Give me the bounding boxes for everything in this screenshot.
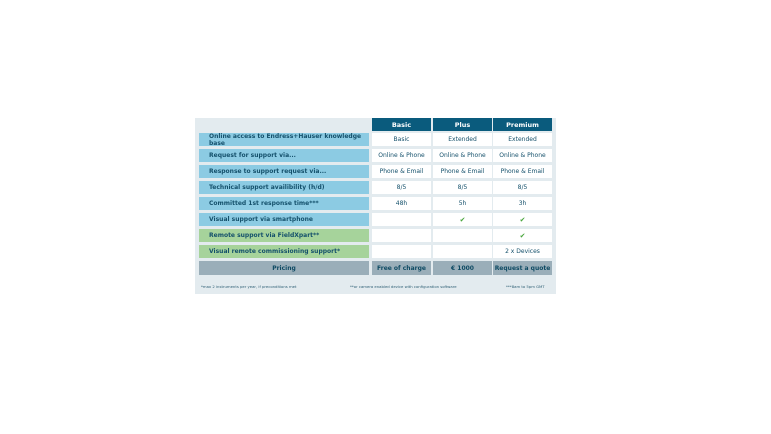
feature-value (433, 245, 492, 258)
feature-label: Committed 1st response time*** (199, 197, 369, 210)
feature-label: Response to support request via... (199, 165, 369, 178)
support-plans-comparison-table (195, 118, 556, 294)
feature-value (372, 245, 431, 258)
feature-value (433, 229, 492, 242)
plan-header-basic: Basic (372, 118, 431, 131)
feature-label: Visual remote commissioning support* (199, 245, 369, 258)
feature-value: 48h (372, 197, 431, 210)
feature-value: Online & Phone (433, 149, 492, 162)
feature-value: Phone & Email (433, 165, 492, 178)
feature-label: Online access to Endress+Hauser knowledge base (199, 133, 369, 146)
pricing-premium: Request a quote (493, 261, 552, 275)
feature-label: Technical support availibility (h/d) (199, 181, 369, 194)
feature-label: Remote support via FieldXpart** (199, 229, 369, 242)
feature-value: Phone & Email (493, 165, 552, 178)
feature-value: Online & Phone (372, 149, 431, 162)
feature-value: Online & Phone (493, 149, 552, 162)
check-icon: ✔ (493, 213, 552, 226)
plan-header-premium: Premium (493, 118, 552, 131)
footnote-hours: ***8am to 5pm GMT (506, 284, 545, 289)
pricing-label: Pricing (199, 261, 369, 275)
feature-value: 8/5 (493, 181, 552, 194)
feature-value: Extended (493, 133, 552, 146)
pricing-basic: Free of charge (372, 261, 431, 275)
feature-value (372, 213, 431, 226)
check-icon: ✔ (493, 229, 552, 242)
plan-header-plus: Plus (433, 118, 492, 131)
footnote-instruments: *max 2 instruments per year, if preconditions met (201, 284, 297, 289)
feature-label: Visual support via smartphone (199, 213, 369, 226)
feature-value: Basic (372, 133, 431, 146)
feature-value (372, 229, 431, 242)
feature-value: 8/5 (372, 181, 431, 194)
feature-value: Phone & Email (372, 165, 431, 178)
feature-value: 5h (433, 197, 492, 210)
pricing-plus: € 1000 (433, 261, 492, 275)
feature-label: Request for support via... (199, 149, 369, 162)
footnote-camera: **or camera enabled device with configuration software (350, 284, 457, 289)
feature-value: 2 x Devices (493, 245, 552, 258)
check-icon: ✔ (433, 213, 492, 226)
feature-value: 3h (493, 197, 552, 210)
feature-value: 8/5 (433, 181, 492, 194)
feature-value: Extended (433, 133, 492, 146)
